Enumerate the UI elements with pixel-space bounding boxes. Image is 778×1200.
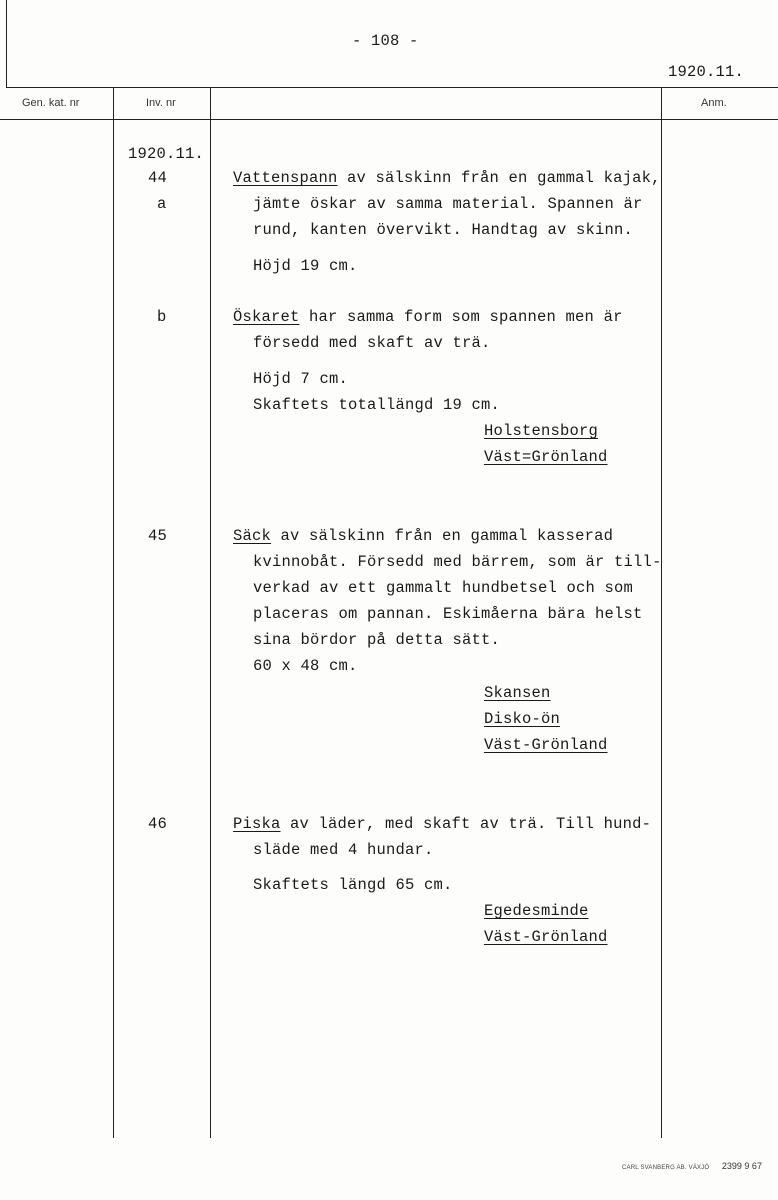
place-name: Disko-ön (484, 710, 561, 728)
place-name: Skansen (484, 684, 551, 702)
entry-line: släde med 4 hundar. (253, 841, 434, 859)
entry-line: rund, kanten övervikt. Handtag av skinn. (253, 221, 634, 239)
measurement: Höjd 19 cm. (253, 257, 358, 275)
column-header-anm: Anm. (701, 97, 727, 109)
place-name: Holstensborg (484, 422, 599, 440)
entry-line: verkad av ett gammalt hundbetsel och som (253, 579, 634, 597)
entry-line: försedd med skaft av trä. (253, 334, 491, 352)
object-title: Öskaret (233, 308, 300, 326)
printer-mark (622, 1156, 762, 1174)
entry-line: jämte öskar av samma material. Spannen är (253, 195, 643, 213)
place-region: Väst-Grönland (484, 736, 608, 754)
entry-line: placeras om pannan. Eskimåerna bära helst (253, 605, 643, 623)
entry-line: sina bördor på detta sätt. (253, 631, 501, 649)
printer-name: CARL SVANBERG AB. VÄXJÖ (622, 1165, 710, 1171)
entry-line: kvinnobåt. Försedd med bärrem, som är till- (253, 553, 662, 571)
column-header-inv: Inv. nr (146, 97, 176, 109)
measurement: Skaftets längd 65 cm. (253, 876, 453, 894)
object-title: Piska (233, 815, 281, 833)
entry-line: Säck av sälskinn från en gammal kasserad (233, 527, 614, 545)
inv-number: 44 (148, 169, 168, 187)
entry-line: Vattenspann av sälskinn från en gammal kajak, (233, 169, 661, 187)
page-number: - 108 - (352, 32, 419, 50)
entry-line: Piska av läder, med skaft av trä. Till hund- (233, 815, 652, 833)
measurement: Skaftets totallängd 19 cm. (253, 396, 501, 414)
inv-sub: a (157, 195, 167, 213)
inv-number: 46 (148, 815, 168, 833)
measurement: Höjd 7 cm. (253, 370, 349, 388)
inv-sub: b (157, 308, 167, 326)
column-rule-text-anm (661, 88, 662, 1138)
series-number: 1920.11. (128, 145, 205, 163)
left-margin-rule (6, 0, 7, 88)
place-name: Egedesminde (484, 902, 589, 920)
column-header-gen-kat: Gen. kat. nr (22, 97, 80, 109)
place-region: Väst=Grönland (484, 448, 608, 466)
form-code: 2399 9 67 (721, 1161, 762, 1171)
column-rule-inv-text (210, 88, 211, 1138)
object-title: Säck (233, 527, 272, 545)
place-region: Väst-Grönland (484, 928, 608, 946)
object-title: Vattenspann (233, 169, 338, 187)
entry-line: Öskaret har samma form som spannen men är (233, 308, 623, 326)
inv-number: 45 (148, 527, 168, 545)
column-rule-gen-inv (113, 88, 114, 1138)
year-code: 1920.11. (668, 63, 745, 81)
measurement: 60 x 48 cm. (253, 657, 358, 675)
